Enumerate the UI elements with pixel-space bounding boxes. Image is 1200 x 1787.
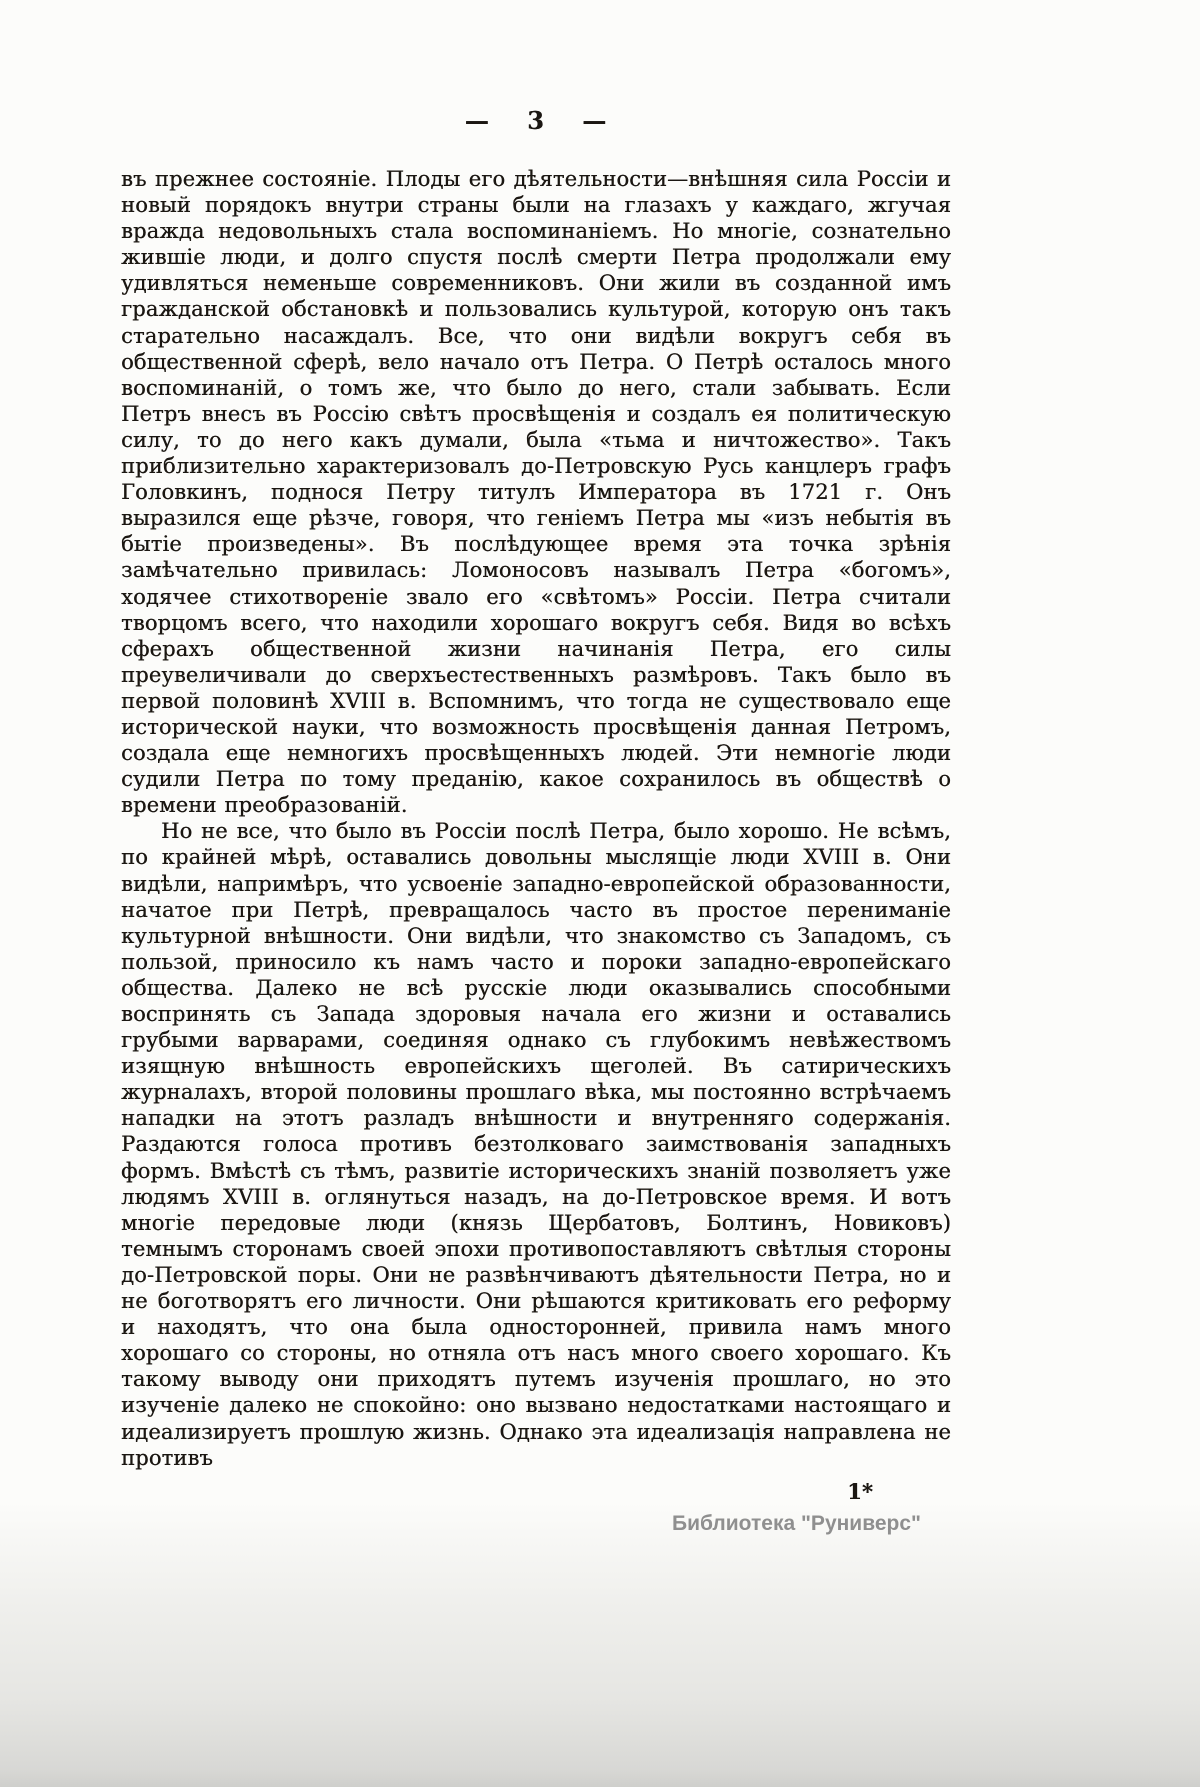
text-block — [121, 166, 951, 1505]
page-number: — 3 — — [464, 106, 608, 135]
library-watermark: Библиотека "Руниверс" — [671, 1512, 921, 1535]
signature-mark: 1* — [847, 1478, 873, 1504]
paragraph: въ прежнее состояніе. Плоды его дѣятельности—внѣшняя сила Россіи и новый порядокъ внутри страны были на глазахъ у каждаго, жгучая вражда недовольныхъ стала воспоминаніемъ. Но многіе, сознательно жившіе люди, и долго спустя послѣ смерти Петра продолжали ему удивляться неменьше современниковъ. Они жили въ созданной имъ гражданской обстановкѣ и пользовались культурой, которую онъ такъ старательно насаждалъ. Все, что они видѣли вокругъ себя въ общественной сферѣ, вело начало отъ Петра. О Петрѣ осталось много воспоминаній, о томъ же, что было до него, стали забывать. Если Петръ внесъ въ Россію свѣтъ просвѣщенія и создалъ ея политическую силу, то до него какъ думали, была «тьма и ничтожество». Такъ приблизительно характеризовалъ до-Петровскую Русь канцлеръ графъ Головкинъ, поднося Петру титулъ Императора въ 1721 г. Онъ выразился еще рѣзче, говоря, что геніемъ Петра мы «изъ небытія въ бытіе произведены». Въ послѣдующее время эта точка зрѣнія замѣчательно привилась: Ломоносовъ называлъ Петра «богомъ», ходячее стихотвореніе звало его «свѣтомъ» Россіи. Петра считали творцомъ всего, что находили хорошаго вокругъ себя. Видя во всѣхъ сферахъ общественной жизни начинанія Петра, его силы преувеличивали до сверхъестественныхъ размѣровъ. Такъ было въ первой половинѣ XVIII в. Вспомнимъ, что тогда не существовало еще исторической науки, что возможность просвѣщенія данная Петромъ, создала еще немногихъ просвѣщенныхъ людей. Эти немногіе люди судили Петра по тому преданію, какое сохранилось въ обществѣ о времени преобразованій. — [121, 167, 951, 818]
paragraph: Но не все, что было въ Россіи послѣ Петра, было хорошо. Не всѣмъ, по крайней мѣрѣ, оставались довольны мыслящіе люди XVIII в. Они видѣли, напримѣръ, что усвоеніе западно-европейской образованности, начатое при Петрѣ, превращалось часто въ простое перениманіе культурной внѣшности. Они видѣли, что знакомство съ Западомъ, съ пользой, приносило къ намъ часто и пороки западно-европейскаго общества. Далеко не всѣ русскіе люди оказывались способными воспринять съ Запада здоровыя начала его жизни и оставались грубыми варварами, соединяя однако съ глубокимъ невѣжествомъ изящную внѣшность европейскихъ щеголей. Въ сатирическихъ журналахъ, второй половины прошлаго вѣка, мы постоянно встрѣчаемъ нападки на этотъ разладъ внѣшности и внутренняго содержанія. Раздаются голоса противъ безтолковаго заимствованія западныхъ формъ. Вмѣстѣ съ тѣмъ, развитіе историческихъ знаній позволяетъ уже людямъ XVIII в. оглянуться назадъ, на до-Петровское время. И вотъ многіе передовые люди (князь Щербатовъ, Болтинъ, Новиковъ) темнымъ сторонамъ своей эпохи противопоставляютъ свѣтлыя стороны до-Петровской поры. Они не развѣнчиваютъ дѣятельности Петра, но и не боготворятъ его личности. Они рѣшаются критиковать его реформу и находятъ, что она была односторонней, привила намъ много хорошаго со стороны, но отняла отъ насъ много своего хорошаго. Къ такому выводу они приходятъ путемъ изученія прошлаго, но это изученіе далеко не спокойно: оно вызвано недостатками настоящаго и идеализируетъ прошлую жизнь. Однако эта идеализація направлена не противъ — [121, 819, 951, 1470]
